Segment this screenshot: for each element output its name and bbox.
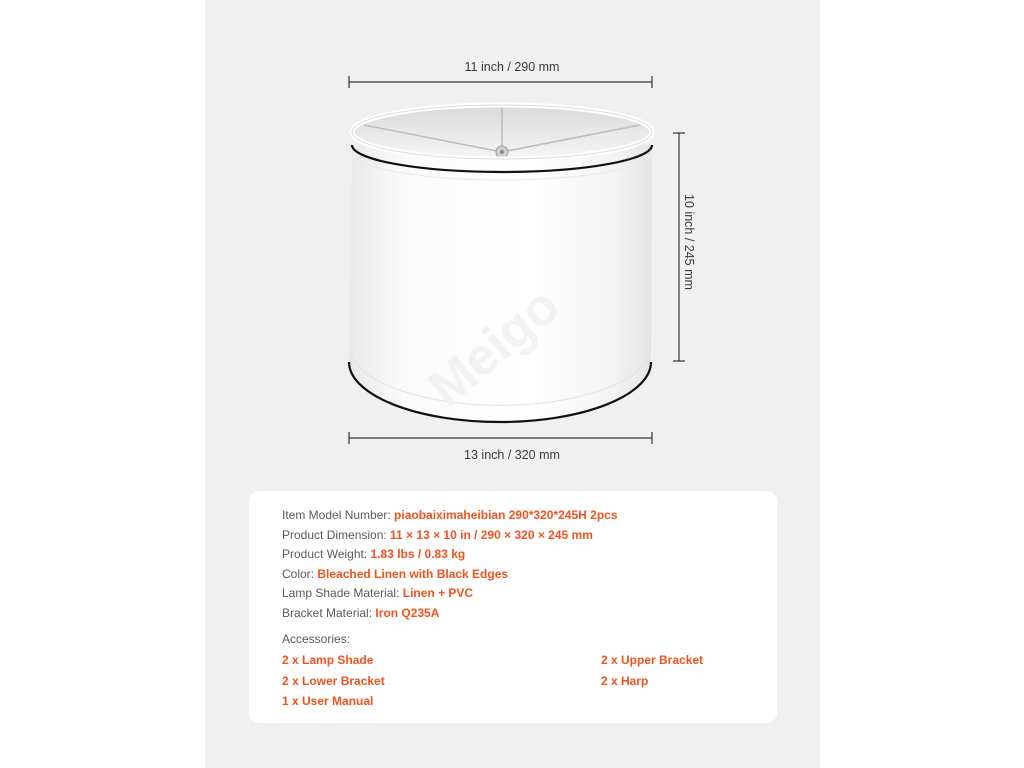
spec-value: Bleached Linen with Black Edges	[317, 566, 509, 581]
spec-row-shade-material	[282, 584, 618, 604]
spec-row-dimension	[282, 526, 618, 546]
spec-key: Product Weight:	[282, 547, 371, 562]
spec-key: Lamp Shade Material:	[282, 586, 403, 601]
spec-row-bracket-material	[282, 604, 618, 624]
accessory-item: 1 x User Manual	[282, 694, 374, 708]
dimension-line-top	[349, 76, 652, 88]
spec-value: Iron Q235A	[375, 605, 440, 620]
watermark: Meigo	[417, 276, 571, 418]
spec-key: Item Model Number:	[282, 508, 395, 522]
accessory-item: 2 x Lower Bracket	[282, 674, 385, 688]
spec-list	[282, 506, 618, 624]
accessories-title: Accessories:	[282, 632, 351, 646]
dimension-line-bottom	[349, 432, 652, 444]
spec-value: Linen + PVC	[402, 586, 474, 601]
bottom-width-label: 13 inch / 320 mm	[464, 448, 560, 462]
spec-value: 1.83 lbs / 0.83 kg	[370, 547, 466, 562]
spec-row-color	[282, 565, 618, 585]
top-width-label: 11 inch / 290 mm	[464, 60, 560, 74]
spec-key: Color:	[282, 566, 318, 581]
accessory-item: 2 x Lamp Shade	[282, 653, 374, 667]
accessory-item: 2 x Upper Bracket	[601, 653, 704, 667]
accessory-item: 2 x Harp	[601, 674, 649, 688]
spec-key: Product Dimension:	[282, 527, 391, 542]
spec-row-weight	[282, 545, 618, 565]
spec-value: 11 × 13 × 10 in / 290 × 320 × 245 mm	[390, 527, 593, 542]
spec-row-model	[282, 506, 618, 526]
spec-card	[249, 491, 777, 723]
spec-key: Bracket Material:	[282, 605, 376, 620]
spec-value: piaobaiximaheibian 290*320*245H 2pcs	[394, 508, 618, 522]
height-label: 10 inch / 245 mm	[682, 194, 696, 290]
